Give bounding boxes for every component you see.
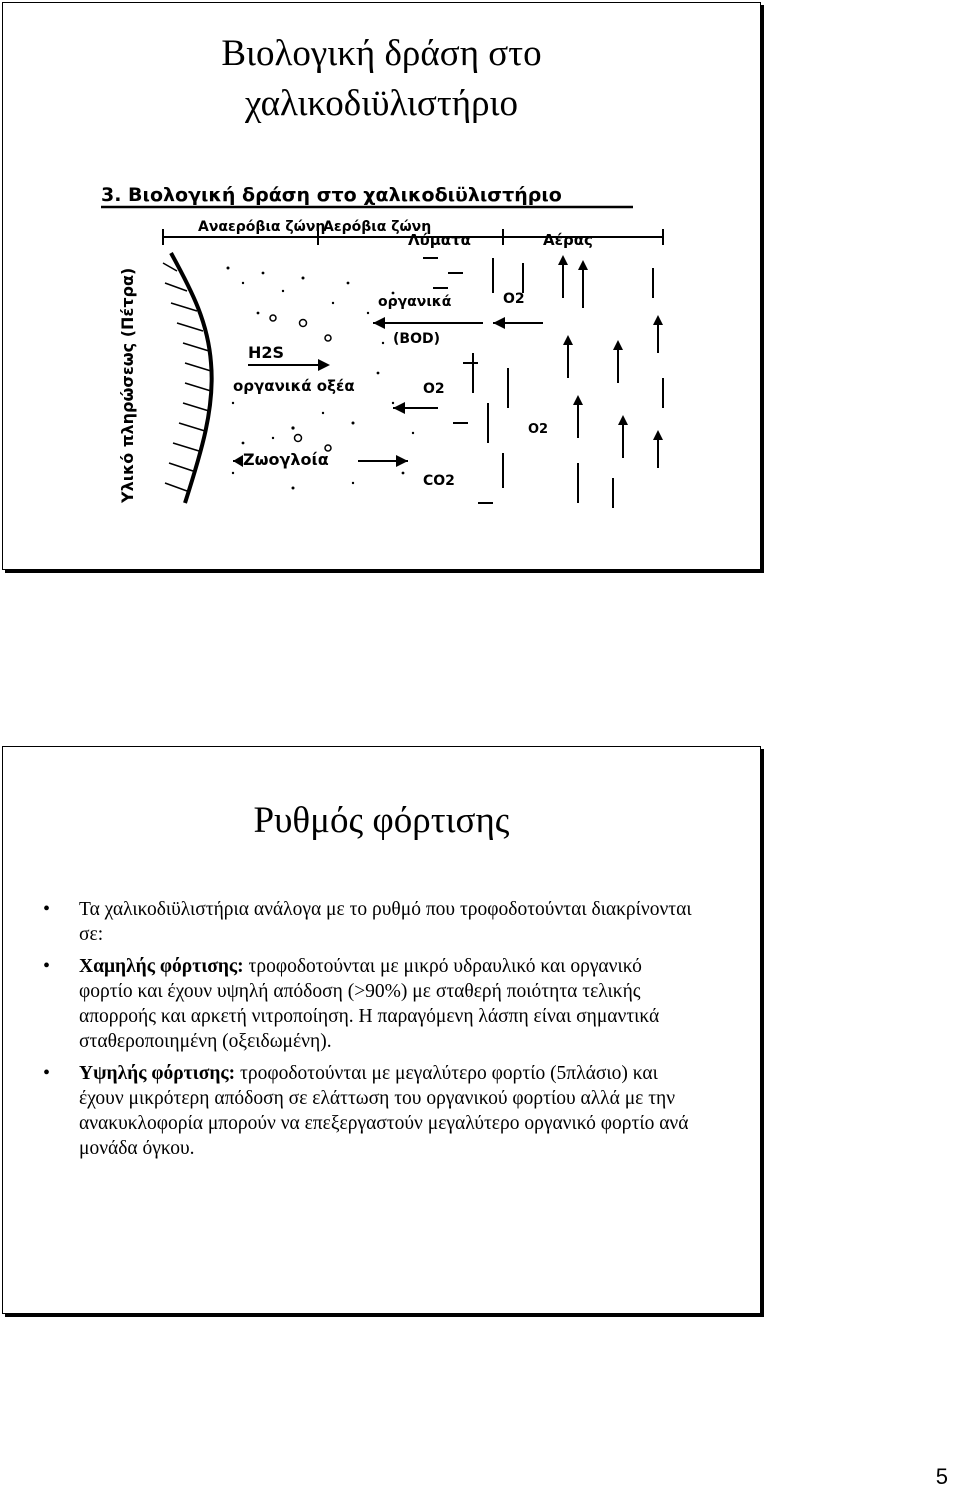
zoogloia-arrowhead [233, 455, 243, 467]
zone-anaerobic-label: Αναερόβια ζώνη [198, 219, 326, 235]
slide-1 [2, 2, 761, 570]
diagram-heading: 3. Βιολογική δράση στο χαλικοδιϋλιστήριο [101, 184, 562, 206]
bullet-low-load-term: Χαμηλής φόρτισης: [79, 956, 244, 977]
zoogloia-label: Ζωογλοία [243, 450, 329, 469]
o2-top-arrowhead [493, 317, 505, 329]
h2s-label: H2S [248, 343, 285, 362]
stone-hatching [163, 263, 211, 491]
bullet-item-intro [43, 897, 700, 947]
co2-arrowhead [396, 455, 408, 467]
o2-mid-label: O2 [423, 381, 445, 397]
filter-media-label: Υλικό πληρώσεως (Πέτρα) [118, 267, 137, 503]
bullet-list [43, 897, 700, 1168]
slide-1-title-line-1: Βιολογική δράση στο [221, 33, 542, 74]
slide-2-title: Ρυθμός φόρτισης [253, 800, 510, 841]
air-flow-arrows [563, 263, 663, 508]
organics-arrowhead [373, 317, 385, 329]
bullet-item-low-load [43, 954, 700, 1054]
zone-air-label: Αέρας [543, 231, 593, 249]
bullet-high-load-text: τροφοδοτούνται με μεγαλύτερο φορτίο (5πλάσιο) και έχουν μικρότερη απόδοση σε ελάττωση του οργανικού φορτίου αλλά με την ανακυκλοφορία μπορούν να επεξεργαστούν μεγαλύτερο οργανικό φορτίο ανά μονάδα όγκου. [79, 1063, 689, 1159]
bullet-low-load-text: τροφοδοτούνται με μικρό υδραυλικό και οργανικό φορτίο και έχουν υψηλή απόδοση (>90%) με σταθερή ποιότητα τελικής απορροής και αρκετή νιτροποίηση. Η παραγόμενη λάσπη είναι σημαντικά σταθεροποιημένη (οξειδωμένη). [79, 956, 660, 1052]
slide-2 [2, 746, 761, 1314]
h2s-arrowhead [318, 359, 330, 371]
o2-mid-arrowhead [393, 402, 405, 414]
bullet-high-load-term: Υψηλής φόρτισης: [79, 1063, 236, 1084]
zone-aerobic-label: Αερόβια ζώνη [323, 219, 432, 235]
zone-wastewater-label: Λύματα [408, 231, 471, 249]
gravel-filter-diagram [93, 173, 673, 523]
slide-1-title-line-2: χαλικοδιϋλιστήριο [244, 83, 518, 124]
bod-label: (BOD) [393, 331, 440, 347]
page-number: 5 [935, 1464, 948, 1489]
diagram-svg [93, 173, 673, 523]
air-flow-arrowheads [558, 255, 663, 440]
slide-1-title [3, 29, 760, 129]
bullet-item-high-load [43, 1061, 700, 1161]
o2-right-label: O2 [528, 422, 549, 437]
organics-label: οργανικά [378, 294, 452, 310]
organic-acids-label: οργανικά οξέα [233, 377, 355, 395]
co2-label: CO2 [423, 473, 455, 489]
o2-top-label: O2 [503, 291, 525, 307]
bullet-intro-text: Τα χαλικοδιϋλιστήρια ανάλογα με το ρυθμό που τροφοδοτούνται διακρίνονται σε: [79, 899, 692, 945]
